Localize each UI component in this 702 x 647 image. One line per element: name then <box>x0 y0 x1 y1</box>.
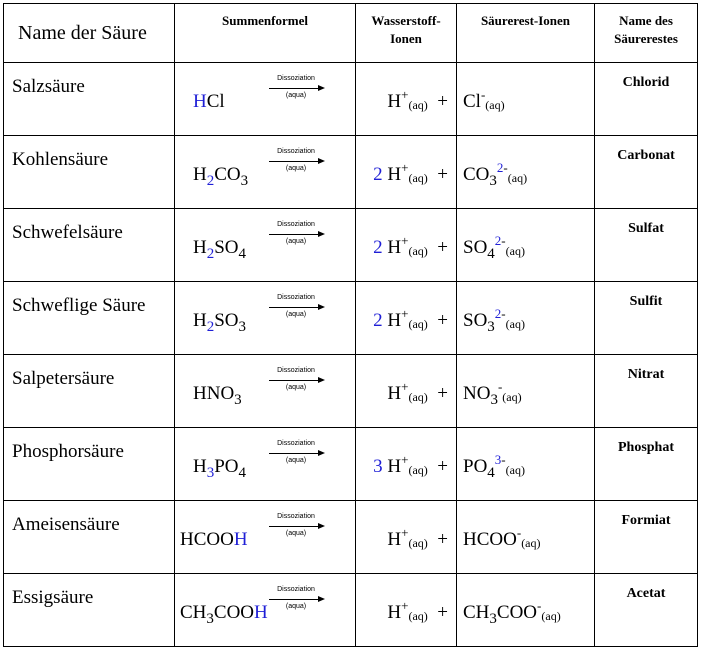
arrow-line <box>269 599 321 600</box>
acid-formula: $H_2SO_3$ <box>193 310 247 335</box>
coefficient: 2 <box>373 310 383 331</box>
residue-name: Formiat <box>595 501 698 574</box>
acid-name: Phosphorsäure <box>4 428 175 501</box>
plus-sign: + <box>437 602 448 623</box>
acid-residue-ion: $CO_3^{2-}_{(aq)}$ <box>463 160 528 189</box>
table-row <box>4 136 698 209</box>
formula-cell <box>175 574 356 647</box>
header-formula: Summenformel <box>175 4 356 63</box>
plus-sign: + <box>437 237 448 258</box>
coefficient: 3 <box>373 456 383 477</box>
arrow-label-aqua: (aqua) <box>285 238 307 245</box>
arrow-label-dissociation: Dissoziation <box>277 75 315 82</box>
acid-residue-ion-cell <box>457 355 595 428</box>
formula-cell <box>175 355 356 428</box>
arrow-label-dissociation: Dissoziation <box>277 586 315 593</box>
acid-name: Schwefelsäure <box>4 209 175 282</box>
acid-formula: $H_2SO_4$ <box>193 237 247 262</box>
hydrogen-ion: $H^+_{(aq)}$ + <box>387 598 448 623</box>
dissociation-arrow <box>267 586 325 616</box>
acid-name: Salzsäure <box>4 63 175 136</box>
residue-name: Chlorid <box>595 63 698 136</box>
arrow-label-dissociation: Dissoziation <box>277 148 315 155</box>
formula-cell <box>175 428 356 501</box>
acid-residue-ion: $SO_3^{2-}_{(aq)}$ <box>463 306 525 335</box>
residue-name: Carbonat <box>595 136 698 209</box>
dissociation-arrow <box>267 221 325 251</box>
hydrogen-ion-cell <box>356 282 457 355</box>
acid-residue-ion-cell <box>457 209 595 282</box>
hydrogen-ion: 2 $H^+_{(aq)}$ + <box>373 306 448 331</box>
acid-name: Kohlensäure <box>4 136 175 209</box>
arrow-label-aqua: (aqua) <box>285 530 307 537</box>
dissociation-arrow <box>267 440 325 470</box>
formula-cell <box>175 282 356 355</box>
arrow-head-icon <box>318 304 325 310</box>
hydrogen-ion-cell <box>356 209 457 282</box>
acid-formula: $H_2CO_3$ <box>193 164 249 189</box>
acid-residue-ion: $CH_3COO^-_{(aq)}$ <box>463 598 561 627</box>
residue-name: Nitrat <box>595 355 698 428</box>
acid-residue-ion: $HCOO^-_{(aq)}$ <box>463 525 541 550</box>
hydrogen-ion: $H^+_{(aq)}$ + <box>387 379 448 404</box>
dissociation-arrow <box>267 294 325 324</box>
header-acid-residue-ions: Säurerest-Ionen <box>457 4 595 63</box>
arrow-head-icon <box>318 450 325 456</box>
arrow-label-aqua: (aqua) <box>285 165 307 172</box>
arrow-head-icon <box>318 523 325 529</box>
hydrogen-ion-cell <box>356 136 457 209</box>
coefficient: 2 <box>373 164 383 185</box>
table-row <box>4 355 698 428</box>
hydrogen-ion-cell <box>356 63 457 136</box>
hydrogen-ion-cell <box>356 501 457 574</box>
acid-residue-ion-cell <box>457 282 595 355</box>
arrow-label-aqua: (aqua) <box>285 311 307 318</box>
arrow-label-aqua: (aqua) <box>285 384 307 391</box>
residue-name: Sulfit <box>595 282 698 355</box>
acid-formula: HCOOH <box>180 529 248 550</box>
residue-name: Acetat <box>595 574 698 647</box>
arrow-label-aqua: (aqua) <box>285 603 307 610</box>
arrow-label-aqua: (aqua) <box>285 457 307 464</box>
hydrogen-ion: 3 $H^+_{(aq)}$ + <box>373 452 448 477</box>
acid-formula: HCl <box>193 91 225 112</box>
table-row <box>4 209 698 282</box>
arrow-line <box>269 453 321 454</box>
header-row <box>4 4 698 63</box>
acid-residue-ion: $PO_4^{3-}_{(aq)}$ <box>463 452 525 481</box>
arrow-line <box>269 88 321 89</box>
hydrogen-ion-cell <box>356 574 457 647</box>
arrow-label-dissociation: Dissoziation <box>277 367 315 374</box>
acid-name: Essigsäure <box>4 574 175 647</box>
plus-sign: + <box>437 91 448 112</box>
arrow-line <box>269 380 321 381</box>
acid-residue-ion-cell <box>457 501 595 574</box>
residue-name: Phosphat <box>595 428 698 501</box>
acid-formula: $H_3PO_4$ <box>193 456 247 481</box>
acid-name: Schweflige Säure <box>4 282 175 355</box>
acid-formula: $CH_3COOH$ <box>180 602 268 627</box>
table-row <box>4 282 698 355</box>
arrow-head-icon <box>318 377 325 383</box>
dissociation-arrow <box>267 75 325 105</box>
header-residue-name: Name des Säurerestes <box>595 4 698 63</box>
arrow-line <box>269 234 321 235</box>
formula-cell <box>175 501 356 574</box>
coefficient: 2 <box>373 237 383 258</box>
acid-residue-ion: $NO_3^-_{(aq)}$ <box>463 379 522 408</box>
plus-sign: + <box>437 310 448 331</box>
formula-cell <box>175 209 356 282</box>
table-row <box>4 501 698 574</box>
plus-sign: + <box>437 456 448 477</box>
arrow-line <box>269 526 321 527</box>
acid-residue-ion-cell <box>457 574 595 647</box>
hydrogen-ion: 2 $H^+_{(aq)}$ + <box>373 160 448 185</box>
formula-cell <box>175 63 356 136</box>
acid-residue-ion: $SO_4^{2-}_{(aq)}$ <box>463 233 525 262</box>
arrow-head-icon <box>318 158 325 164</box>
arrow-label-dissociation: Dissoziation <box>277 440 315 447</box>
acid-name: Ameisensäure <box>4 501 175 574</box>
acid-dissociation-table <box>3 3 698 647</box>
hydrogen-ion-cell <box>356 355 457 428</box>
dissociation-arrow <box>267 367 325 397</box>
dissociation-arrow <box>267 513 325 543</box>
arrow-label-dissociation: Dissoziation <box>277 513 315 520</box>
hydrogen-ion-cell <box>356 428 457 501</box>
formula-cell <box>175 136 356 209</box>
plus-sign: + <box>437 164 448 185</box>
table-row <box>4 428 698 501</box>
table-row <box>4 63 698 136</box>
header-hydrogen-ions: Wasserstoff- Ionen <box>356 4 457 63</box>
arrow-head-icon <box>318 231 325 237</box>
plus-sign: + <box>437 529 448 550</box>
acid-residue-ion-cell <box>457 136 595 209</box>
arrow-label-aqua: (aqua) <box>285 92 307 99</box>
acid-residue-ion: $Cl^-_{(aq)}$ <box>463 87 505 112</box>
plus-sign: + <box>437 383 448 404</box>
hydrogen-ion: $H^+_{(aq)}$ + <box>387 525 448 550</box>
acid-name: Salpetersäure <box>4 355 175 428</box>
hydrogen-ion: $H^+_{(aq)}$ + <box>387 87 448 112</box>
residue-name: Sulfat <box>595 209 698 282</box>
arrow-label-dissociation: Dissoziation <box>277 294 315 301</box>
acid-residue-ion-cell <box>457 428 595 501</box>
arrow-head-icon <box>318 596 325 602</box>
acid-formula: $HNO_3$ <box>193 383 242 408</box>
arrow-line <box>269 161 321 162</box>
arrow-head-icon <box>318 85 325 91</box>
table-row <box>4 574 698 647</box>
hydrogen-ion: 2 $H^+_{(aq)}$ + <box>373 233 448 258</box>
acid-residue-ion-cell <box>457 63 595 136</box>
arrow-line <box>269 307 321 308</box>
arrow-label-dissociation: Dissoziation <box>277 221 315 228</box>
dissociation-arrow <box>267 148 325 178</box>
header-acid-name: Name der Säure <box>4 4 175 63</box>
